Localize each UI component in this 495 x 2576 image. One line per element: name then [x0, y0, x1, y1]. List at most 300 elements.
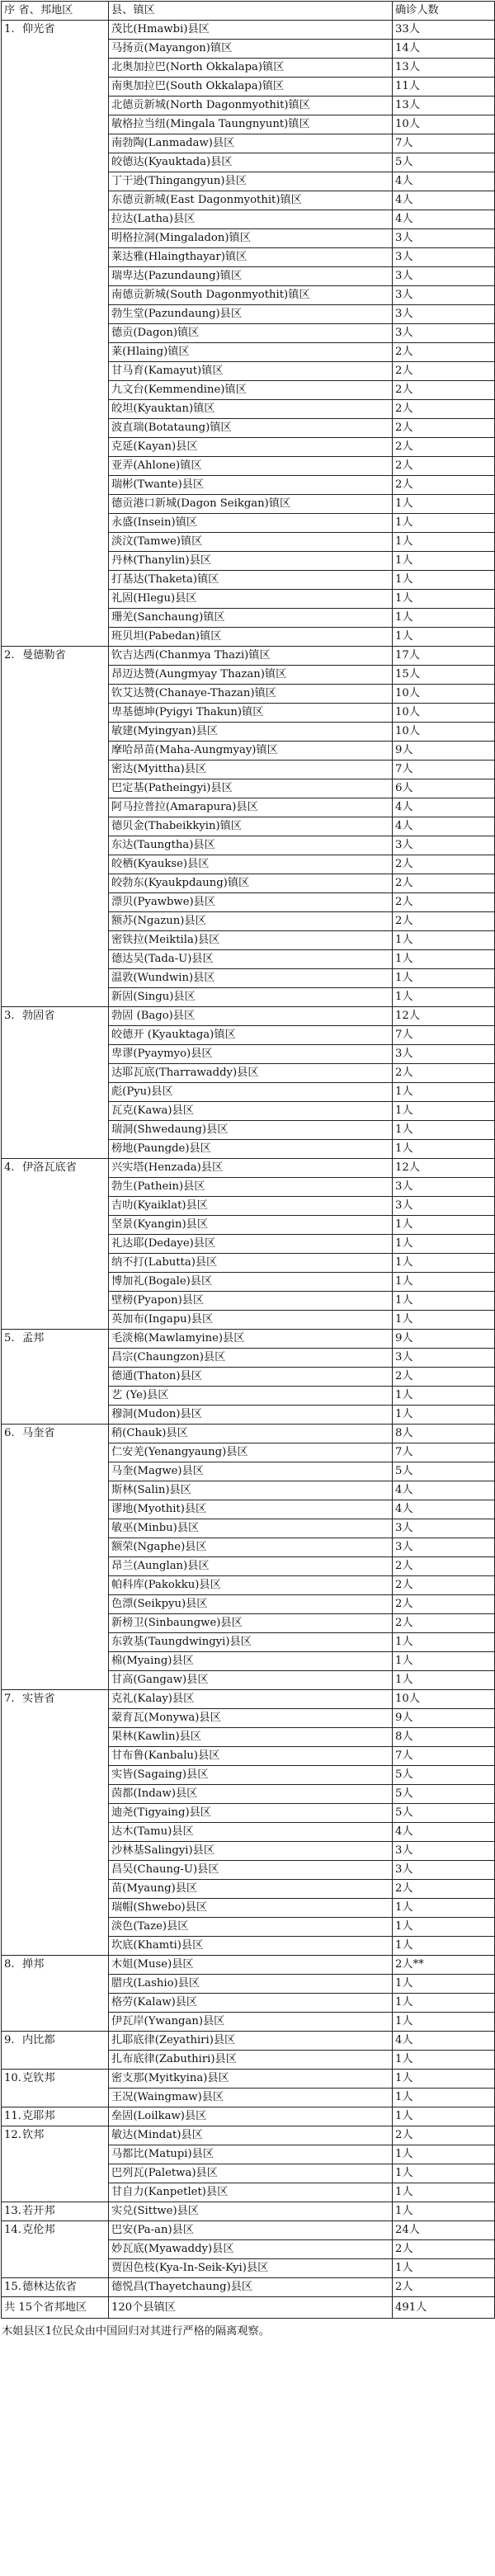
cases-cell: 13人	[393, 59, 495, 78]
cases-cell: 3人	[393, 229, 495, 248]
region-cell	[2, 1956, 109, 2032]
district-cell: 马扬贡(Mayangon)镇区	[109, 40, 393, 59]
district-cell: 摩哈昂苗(Maha-Aungmyay)镇区	[109, 742, 393, 761]
district-cell: 坚景(Kyangin)县区	[109, 1216, 393, 1235]
cases-cell: 1人	[393, 1994, 495, 2013]
cases-cell: 33人	[393, 21, 495, 40]
cases-cell: 1人	[393, 2145, 495, 2164]
district-cell: 甘高(Gangaw)县区	[109, 1671, 393, 1690]
cases-cell: 12人	[393, 1007, 495, 1026]
table-row	[2, 2278, 495, 2297]
cases-cell: 1人	[393, 1918, 495, 1937]
cases-cell: 1人	[393, 2202, 495, 2221]
cases-cell: 1人	[393, 1937, 495, 1956]
district-cell: 垒固(Loilkaw)县区	[109, 2107, 393, 2126]
region-name: 德林达依省	[22, 2281, 77, 2293]
cases-cell: 2人	[393, 2126, 495, 2145]
region-name: 马奎省	[22, 1427, 55, 1439]
district-cell: 英加布(Ingapu)县区	[109, 1311, 393, 1330]
cases-cell: 1人	[393, 571, 495, 590]
cases-cell: 13人	[393, 97, 495, 115]
cases-cell: 2人	[393, 912, 495, 931]
district-cell: 瑞卑达(Pazundaung)镇区	[109, 267, 393, 286]
district-cell: 皎德达(Kyauktada)县区	[109, 153, 393, 172]
district-cell: 木姐(Muse)县区	[109, 1956, 393, 1975]
cases-cell: 1人	[393, 1899, 495, 1918]
district-cell: 稍(Chauk)县区	[109, 1425, 393, 1443]
cases-cell: 5人	[393, 1766, 495, 1785]
cases-cell: 2人	[393, 381, 495, 400]
cases-cell: 10人	[393, 704, 495, 723]
district-cell: 珊羌(Sanchaung)镇区	[109, 609, 393, 628]
cases-cell: 1人	[393, 552, 495, 571]
cases-cell: 4人	[393, 1500, 495, 1519]
district-cell: 北德贡新城(North Dagonmyothit)镇区	[109, 97, 393, 115]
cases-cell: 1人	[393, 1633, 495, 1652]
cases-cell: 12人	[393, 1159, 495, 1178]
cases-cell: 1人	[393, 2183, 495, 2202]
district-cell: 达耶瓦底(Tharrawaddy)县区	[109, 1064, 393, 1083]
district-cell: 壁榜(Pyapon)县区	[109, 1292, 393, 1311]
table-row	[2, 1690, 495, 1709]
district-cell: 色漂(Seikpyu)县区	[109, 1595, 393, 1614]
cases-cell: 1人	[393, 2107, 495, 2126]
district-cell: 丁干逊(Thingangyun)县区	[109, 172, 393, 191]
cases-cell: 1人	[393, 2089, 495, 2107]
district-cell: 穆洞(Mudon)县区	[109, 1406, 393, 1425]
district-cell: 阿马拉普拉(Amarapura)县区	[109, 798, 393, 817]
table-header-row	[2, 2, 495, 21]
district-cell: 勃固 (Bago)县区	[109, 1007, 393, 1026]
cases-cell: 2人	[393, 1595, 495, 1614]
total-cases: 491人	[393, 2297, 495, 2319]
district-cell: 实皆(Sagaing)县区	[109, 1766, 393, 1785]
district-cell: 敏达(Mindat)县区	[109, 2126, 393, 2145]
cases-cell: 1人	[393, 2259, 495, 2278]
cases-cell: 9人	[393, 742, 495, 761]
cases-cell: 3人	[393, 1861, 495, 1880]
header-district: 县、镇区	[109, 2, 393, 21]
district-cell: 皎勃东(Kyaukpdaung)镇区	[109, 874, 393, 893]
region-cell	[2, 1425, 109, 1690]
cases-cell: 14人	[393, 40, 495, 59]
district-cell: 甘自力(Kanpetlet)县区	[109, 2183, 393, 2202]
cases-cell: 2人	[393, 419, 495, 438]
district-cell: 兴实塔(Henzada)县区	[109, 1159, 393, 1178]
cases-cell: 5人	[393, 153, 495, 172]
cases-cell: 1人	[393, 969, 495, 988]
district-cell: 榜地(Paungde)县区	[109, 1140, 393, 1159]
district-cell: 礼达耶(Dedaye)县区	[109, 1235, 393, 1254]
district-cell: 王况(Waingmaw)县区	[109, 2089, 393, 2107]
cases-cell: 5人	[393, 1785, 495, 1804]
cases-cell: 9人	[393, 1709, 495, 1728]
region-number: 1.	[4, 23, 15, 35]
table-row	[2, 1425, 495, 1443]
table-row	[2, 2221, 495, 2240]
cases-cell: 1人	[393, 609, 495, 628]
region-number: 7.	[4, 1693, 15, 1705]
district-cell: 敏格拉当纽(Mingala Taungnyunt)镇区	[109, 115, 393, 134]
cases-cell: 9人	[393, 1330, 495, 1349]
district-cell: 莱(Hlaing)镇区	[109, 343, 393, 362]
region-number: 11.	[4, 2110, 21, 2122]
table-row	[2, 1956, 495, 1975]
cases-cell: 1人	[393, 1652, 495, 1671]
cases-cell: 2人	[393, 1064, 495, 1083]
cases-cell: 1人	[393, 1121, 495, 1140]
region-name: 孟邦	[22, 1332, 45, 1345]
district-cell: 毛淡棉(Mawlamyine)县区	[109, 1330, 393, 1349]
cases-cell: 1人	[393, 2051, 495, 2070]
cases-cell: 4人	[393, 817, 495, 836]
cases-cell: 1人	[393, 514, 495, 533]
district-cell: 实兑(Sittwe)县区	[109, 2202, 393, 2221]
district-cell: 茵都(Indaw)县区	[109, 1785, 393, 1804]
region-number: 2.	[4, 649, 15, 662]
cases-cell: 1人	[393, 2013, 495, 2032]
cases-cell: 15人	[393, 666, 495, 685]
district-cell: 艺 (Ye)县区	[109, 1387, 393, 1406]
region-number: 8.	[4, 1958, 15, 1971]
cases-cell: 10人	[393, 1690, 495, 1709]
district-cell: 伊瓦岸(Ywangan)县区	[109, 2013, 393, 2032]
district-cell: 打基达(Thaketa)镇区	[109, 571, 393, 590]
region-cell	[2, 1690, 109, 1956]
region-number: 10.	[4, 2072, 21, 2084]
cases-cell: 1人	[393, 1273, 495, 1292]
region-name: 克钦邦	[22, 2072, 55, 2084]
cases-cell: 3人	[393, 305, 495, 324]
district-cell: 沙林基Salingyi)县区	[109, 1842, 393, 1861]
district-cell: 瓦克(Kawa)县区	[109, 1102, 393, 1121]
cases-cell: 4人	[393, 172, 495, 191]
region-cell	[2, 2202, 109, 2221]
cases-cell: 3人	[393, 324, 495, 343]
region-cell	[2, 647, 109, 1007]
cases-cell: 2人	[393, 1557, 495, 1576]
district-cell: 甘马育(Kamayut)镇区	[109, 362, 393, 381]
region-name: 仰光省	[22, 23, 55, 35]
cases-cell: 1人	[393, 1140, 495, 1159]
district-cell: 帕科库(Pakokku)县区	[109, 1576, 393, 1595]
district-cell: 甘布鲁(Kanbalu)县区	[109, 1747, 393, 1766]
cases-cell: 3人	[393, 1842, 495, 1861]
cases-cell: 5人	[393, 1804, 495, 1823]
district-cell: 莱达雅(Hlaingthayar)镇区	[109, 248, 393, 267]
district-cell: 皎栖(Kyaukse)县区	[109, 855, 393, 874]
table-row	[2, 2107, 495, 2126]
district-cell: 瑞帽(Shwebo)县区	[109, 1899, 393, 1918]
district-cell: 勃生堂(Pazundaung)县区	[109, 305, 393, 324]
header-confirmed: 确诊人数	[393, 2, 495, 21]
district-cell: 腊戌(Lashio)县区	[109, 1975, 393, 1994]
cases-cell: 2人	[393, 1368, 495, 1387]
district-cell: 拉达(Latha)县区	[109, 210, 393, 229]
cases-cell: 1人	[393, 2070, 495, 2089]
district-cell: 德贡(Dagon)镇区	[109, 324, 393, 343]
district-cell: 马奎(Magwe)县区	[109, 1462, 393, 1481]
district-cell: 皎德开 (Kyauktaga)镇区	[109, 1026, 393, 1045]
cases-cell: 2人	[393, 874, 495, 893]
district-cell: 扎布底律(Zabuthiri)县区	[109, 2051, 393, 2070]
district-cell: 北奥加拉巴(North Okkalapa)镇区	[109, 59, 393, 78]
district-cell: 彪(Pyu)县区	[109, 1083, 393, 1102]
cases-cell: 11人	[393, 78, 495, 97]
cases-cell: 2人	[393, 476, 495, 495]
region-number: 12.	[4, 2129, 21, 2141]
cases-cell: 7人	[393, 134, 495, 153]
district-cell: 东德贡新城(East Dagonmyothit)镇区	[109, 191, 393, 210]
cases-cell: 4人	[393, 1481, 495, 1500]
region-number: 6.	[4, 1427, 15, 1439]
region-number: 3.	[4, 1010, 15, 1022]
cases-cell: 3人	[393, 1538, 495, 1557]
table-row	[2, 2070, 495, 2089]
cases-cell: 4人	[393, 210, 495, 229]
district-cell: 德悦昌(Thayetchaung)县区	[109, 2278, 393, 2297]
district-cell: 南德贡新城(South Dagonmyothit)镇区	[109, 286, 393, 305]
district-cell: 巴列瓦(Paletwa)县区	[109, 2164, 393, 2183]
cases-cell: 10人	[393, 723, 495, 742]
district-cell: 迪尧(Tigyaing)县区	[109, 1804, 393, 1823]
district-cell: 勃生(Pathein)县区	[109, 1178, 393, 1197]
district-cell: 密支那(Myitkyina)县区	[109, 2070, 393, 2089]
cases-cell: 1人	[393, 1671, 495, 1690]
region-name: 克耶邦	[22, 2110, 55, 2122]
cases-cell: 1人	[393, 1235, 495, 1254]
cases-cell: 24人	[393, 2221, 495, 2240]
cases-cell: 2人	[393, 855, 495, 874]
district-cell: 亚弄(Ahlone)镇区	[109, 457, 393, 476]
cases-cell: 2人	[393, 343, 495, 362]
region-cell	[2, 2126, 109, 2202]
region-cell	[2, 2032, 109, 2070]
district-cell: 礼固(Hlegu)县区	[109, 590, 393, 609]
region-name: 曼德勒省	[22, 649, 66, 662]
cases-cell: 4人	[393, 798, 495, 817]
region-number: 15.	[4, 2281, 21, 2293]
cases-cell: 2人	[393, 1880, 495, 1899]
cases-cell: 3人	[393, 1349, 495, 1368]
cases-cell: 1人	[393, 1254, 495, 1273]
district-cell: 克礼(Kalay)县区	[109, 1690, 393, 1709]
cases-cell: 1人	[393, 1102, 495, 1121]
cases-cell: 1人	[393, 1311, 495, 1330]
cases-cell: 1人	[393, 1975, 495, 1994]
cases-cell: 1人	[393, 950, 495, 969]
region-name: 掸邦	[22, 1958, 45, 1971]
header-region: 序 省、邦地区	[2, 2, 109, 21]
district-cell: 卑基德坤(Pyigyi Thakun)镇区	[109, 704, 393, 723]
district-cell: 瑞洞(Shwedaung)县区	[109, 1121, 393, 1140]
district-cell: 东敦基(Taungdwingyi)县区	[109, 1633, 393, 1652]
district-cell: 德贝金(Thabeikkyin)镇区	[109, 817, 393, 836]
district-cell: 仁安羌(Yenangyaung)县区	[109, 1443, 393, 1462]
cases-cell: 2人	[393, 362, 495, 381]
cases-cell: 10人	[393, 115, 495, 134]
footnote: 木姐县区1位民众由中国回归对其进行严格的隔离观察。	[2, 2325, 270, 2338]
cases-cell: 3人	[393, 248, 495, 267]
district-cell: 贾因色枝(Kya-In-Seik-Kyi)县区	[109, 2259, 393, 2278]
cases-cell: 2人	[393, 1576, 495, 1595]
region-name: 钦邦	[22, 2129, 45, 2141]
district-cell: 德达吴(Tada-U)县区	[109, 950, 393, 969]
region-number: 4.	[4, 1161, 15, 1174]
region-cell	[2, 2070, 109, 2107]
district-cell: 德贡港口新城(Dagon Seikgan)镇区	[109, 495, 393, 514]
cases-cell: 8人	[393, 1425, 495, 1443]
region-name: 实皆省	[22, 1693, 55, 1705]
district-cell: 丹林(Thanylin)县区	[109, 552, 393, 571]
cases-cell: 3人	[393, 1519, 495, 1538]
cases-cell: 1人	[393, 533, 495, 552]
region-number: 5.	[4, 1332, 15, 1345]
district-cell: 格劳(Kalaw)县区	[109, 1994, 393, 2013]
district-cell: 昌吴(Chaung-U)县区	[109, 1861, 393, 1880]
cases-cell: 6人	[393, 779, 495, 798]
region-name: 伊洛瓦底省	[22, 1161, 77, 1174]
district-cell: 巴安(Pa-an)县区	[109, 2221, 393, 2240]
district-cell: 钦艾达赞(Chanaye-Thazan)镇区	[109, 685, 393, 704]
cases-cell: 3人	[393, 1178, 495, 1197]
cases-cell: 1人	[393, 1216, 495, 1235]
cases-cell: 3人	[393, 267, 495, 286]
cases-cell: 7人	[393, 1443, 495, 1462]
district-cell: 果林(Kawlin)县区	[109, 1728, 393, 1747]
district-cell: 南勃陶(Lanmadaw)县区	[109, 134, 393, 153]
district-cell: 达木(Tamu)县区	[109, 1823, 393, 1842]
cases-cell: 4人	[393, 191, 495, 210]
total-row	[2, 2297, 495, 2319]
district-cell: 敏巫(Minbu)县区	[109, 1519, 393, 1538]
region-cell	[2, 1159, 109, 1330]
district-cell: 温敦(Wundwin)县区	[109, 969, 393, 988]
cases-cell: 2人	[393, 893, 495, 912]
district-cell: 波直瑞(Botataung)镇区	[109, 419, 393, 438]
region-cell	[2, 1330, 109, 1425]
district-cell: 苗(Myaung)县区	[109, 1880, 393, 1899]
cases-cell: 1人	[393, 495, 495, 514]
region-cell	[2, 2221, 109, 2278]
table-row	[2, 1007, 495, 1026]
cases-cell: 2人	[393, 1614, 495, 1633]
district-cell: 昂迈达赞(Aungmyay Thazan)镇区	[109, 666, 393, 685]
district-cell: 棉(Myaing)县区	[109, 1652, 393, 1671]
district-cell: 明格拉洞(Mingaladon)镇区	[109, 229, 393, 248]
district-cell: 淡汶(Tamwe)镇区	[109, 533, 393, 552]
cases-cell: 2人	[393, 2278, 495, 2297]
table-row	[2, 2126, 495, 2145]
region-cell	[2, 21, 109, 647]
cases-cell: 1人	[393, 2164, 495, 2183]
district-cell: 瑞彬(Twante)县区	[109, 476, 393, 495]
district-cell: 漂贝(Pyawbwe)县区	[109, 893, 393, 912]
cases-cell: 1人	[393, 1406, 495, 1425]
cases-cell: 2人	[393, 457, 495, 476]
district-cell: 妙瓦底(Myawaddy)县区	[109, 2240, 393, 2259]
region-cell	[2, 2107, 109, 2126]
cases-cell: 2人	[393, 438, 495, 457]
district-cell: 博加礼(Bogale)县区	[109, 1273, 393, 1292]
district-cell: 皎坦(Kyauktan)镇区	[109, 400, 393, 419]
cases-cell: 7人	[393, 1747, 495, 1766]
district-cell: 昌宗(Chaungzon)县区	[109, 1349, 393, 1368]
district-cell: 克延(Kayan)县区	[109, 438, 393, 457]
region-number: 9.	[4, 2034, 15, 2046]
district-cell: 额荣(Ngaphe)县区	[109, 1538, 393, 1557]
district-cell: 斯林(Salin)县区	[109, 1481, 393, 1500]
cases-cell: 8人	[393, 1728, 495, 1747]
district-cell: 班贝坦(Pabedan)镇区	[109, 628, 393, 647]
cases-cell: 3人	[393, 1045, 495, 1064]
district-cell: 永盛(Insein)镇区	[109, 514, 393, 533]
district-cell: 东达(Taungtha)县区	[109, 836, 393, 855]
cases-cell: 2人**	[393, 1956, 495, 1975]
district-cell: 纳不打(Labutta)县区	[109, 1254, 393, 1273]
table-row	[2, 647, 495, 666]
cases-cell: 2人	[393, 2240, 495, 2259]
region-name: 内比都	[22, 2034, 55, 2046]
district-cell: 昂兰(Aunglan)县区	[109, 1557, 393, 1576]
district-cell: 马都比(Matupi)县区	[109, 2145, 393, 2164]
region-cell	[2, 1007, 109, 1159]
district-cell: 坎底(Khamti)县区	[109, 1937, 393, 1956]
cases-cell: 1人	[393, 590, 495, 609]
cases-cell: 1人	[393, 1387, 495, 1406]
district-cell: 茂比(Hmawbi)县区	[109, 21, 393, 40]
table-row	[2, 1159, 495, 1178]
district-cell: 额苏(Ngazun)县区	[109, 912, 393, 931]
cases-cell: 4人	[393, 2032, 495, 2051]
cases-cell: 7人	[393, 1026, 495, 1045]
cases-cell: 1人	[393, 1292, 495, 1311]
cases-cell: 2人	[393, 400, 495, 419]
district-cell: 南奥加拉巴(South Okkalapa)镇区	[109, 78, 393, 97]
total-districts: 120个县镇区	[109, 2297, 393, 2319]
cases-cell: 1人	[393, 988, 495, 1007]
district-cell: 密达(Myittha)县区	[109, 761, 393, 779]
cases-cell: 1人	[393, 931, 495, 950]
table-row	[2, 21, 495, 40]
district-cell: 巴定基(Patheingyi)县区	[109, 779, 393, 798]
district-cell: 谬地(Myothit)县区	[109, 1500, 393, 1519]
region-name: 若开邦	[22, 2205, 55, 2217]
district-cell: 钦吉达西(Chanmya Thazi)镇区	[109, 647, 393, 666]
cases-cell: 3人	[393, 286, 495, 305]
district-cell: 卑谬(Pyaymyo)县区	[109, 1045, 393, 1064]
district-cell: 新榜卫(Sinbaungwe)县区	[109, 1614, 393, 1633]
cases-cell: 4人	[393, 1823, 495, 1842]
district-cell: 敏建(Myingyan)县区	[109, 723, 393, 742]
table-body	[2, 21, 495, 2297]
district-cell: 扎耶底律(Zeyathiri)县区	[109, 2032, 393, 2051]
district-cell: 蒙育瓦(Monywa)县区	[109, 1709, 393, 1728]
table-row	[2, 2032, 495, 2051]
district-cell: 新固(Singu)县区	[109, 988, 393, 1007]
district-cell: 九文台(Kemmendine)镇区	[109, 381, 393, 400]
cases-cell: 3人	[393, 836, 495, 855]
cases-cell: 3人	[393, 1197, 495, 1216]
cases-cell: 1人	[393, 628, 495, 647]
region-name: 勃固省	[22, 1010, 55, 1022]
table-row	[2, 2202, 495, 2221]
table-row	[2, 1330, 495, 1349]
district-cell: 德通(Thaton)县区	[109, 1368, 393, 1387]
total-regions: 共 15个省邦地区	[2, 2297, 109, 2319]
district-cell: 淡色(Taze)县区	[109, 1918, 393, 1937]
district-cell: 吉叻(Kyaiklat)县区	[109, 1197, 393, 1216]
